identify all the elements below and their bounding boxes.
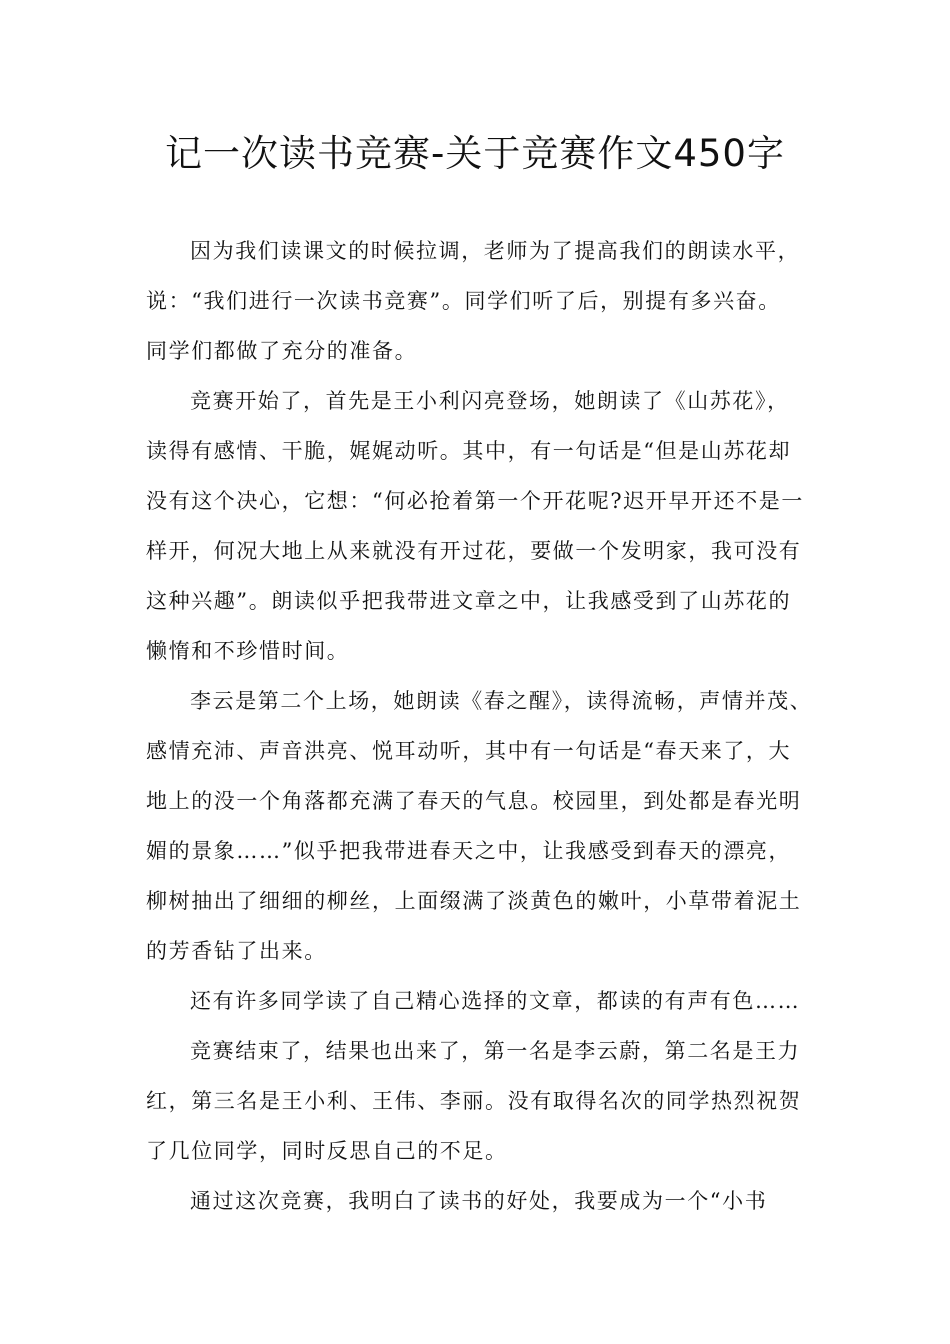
text-line: 竞赛开始了，首先是王小利闪亮登场，她朗读了《山苏花》， [190,389,790,413]
text-line: 柳树抽出了细细的柳丝，上面缀满了淡黄色的嫩叶，小草带着泥土 [146,889,802,913]
text-line: 竞赛结束了，结果也出来了，第一名是李云蔚，第二名是王力 [190,1039,801,1063]
text-line: 感情充沛、声音洪亮、悦耳动听，其中有一句话是“春天来了，大 [146,739,792,763]
text-line: 同学们都做了充分的准备。 [146,339,418,363]
text-line: 的芳香钻了出来。 [146,939,327,963]
text-line: 了几位同学，同时反思自己的不足。 [146,1139,508,1163]
text-line: 因为我们读课文的时候拉调，老师为了提高我们的朗读水平， [190,239,801,263]
text-line: 这种兴趣”。朗读似乎把我带进文章之中，让我感受到了山苏花的 [146,589,792,613]
text-line: 懒惰和不珍惜时间。 [146,639,350,663]
text-line: 说：“我们进行一次读书竞赛”。同学们听了后，别提有多兴奋。 [146,289,781,313]
text-line: 媚的景象……”似乎把我带进春天之中，让我感受到春天的漂亮， [146,839,792,863]
document-title: 记一次读书竞赛-关于竞赛作文450字 [165,132,785,175]
text-line: 地上的没一个角落都充满了春天的气息。校园里，到处都是春光明 [146,789,802,813]
text-line: 通过这次竞赛，我明白了读书的好处，我要成为一个“小书 [190,1189,768,1213]
text-line: 还有许多同学读了自己精心选择的文章，都读的有声有色…… [190,989,801,1013]
text-line: 红，第三名是王小利、王伟、李丽。没有取得名次的同学热烈祝贺 [146,1089,802,1113]
text-line: 李云是第二个上场，她朗读《春之醒》，读得流畅，声情并茂、 [190,689,813,713]
text-line: 读得有感情、干脆，娓娓动听。其中，有一句话是“但是山苏花却 [146,439,792,463]
text-line: 样开，何况大地上从来就没有开过花，要做一个发明家，我可没有 [146,539,802,563]
text-line: 没有这个决心，它想：“何必抢着第一个开花呢?迟开早开还不是一 [146,489,804,513]
